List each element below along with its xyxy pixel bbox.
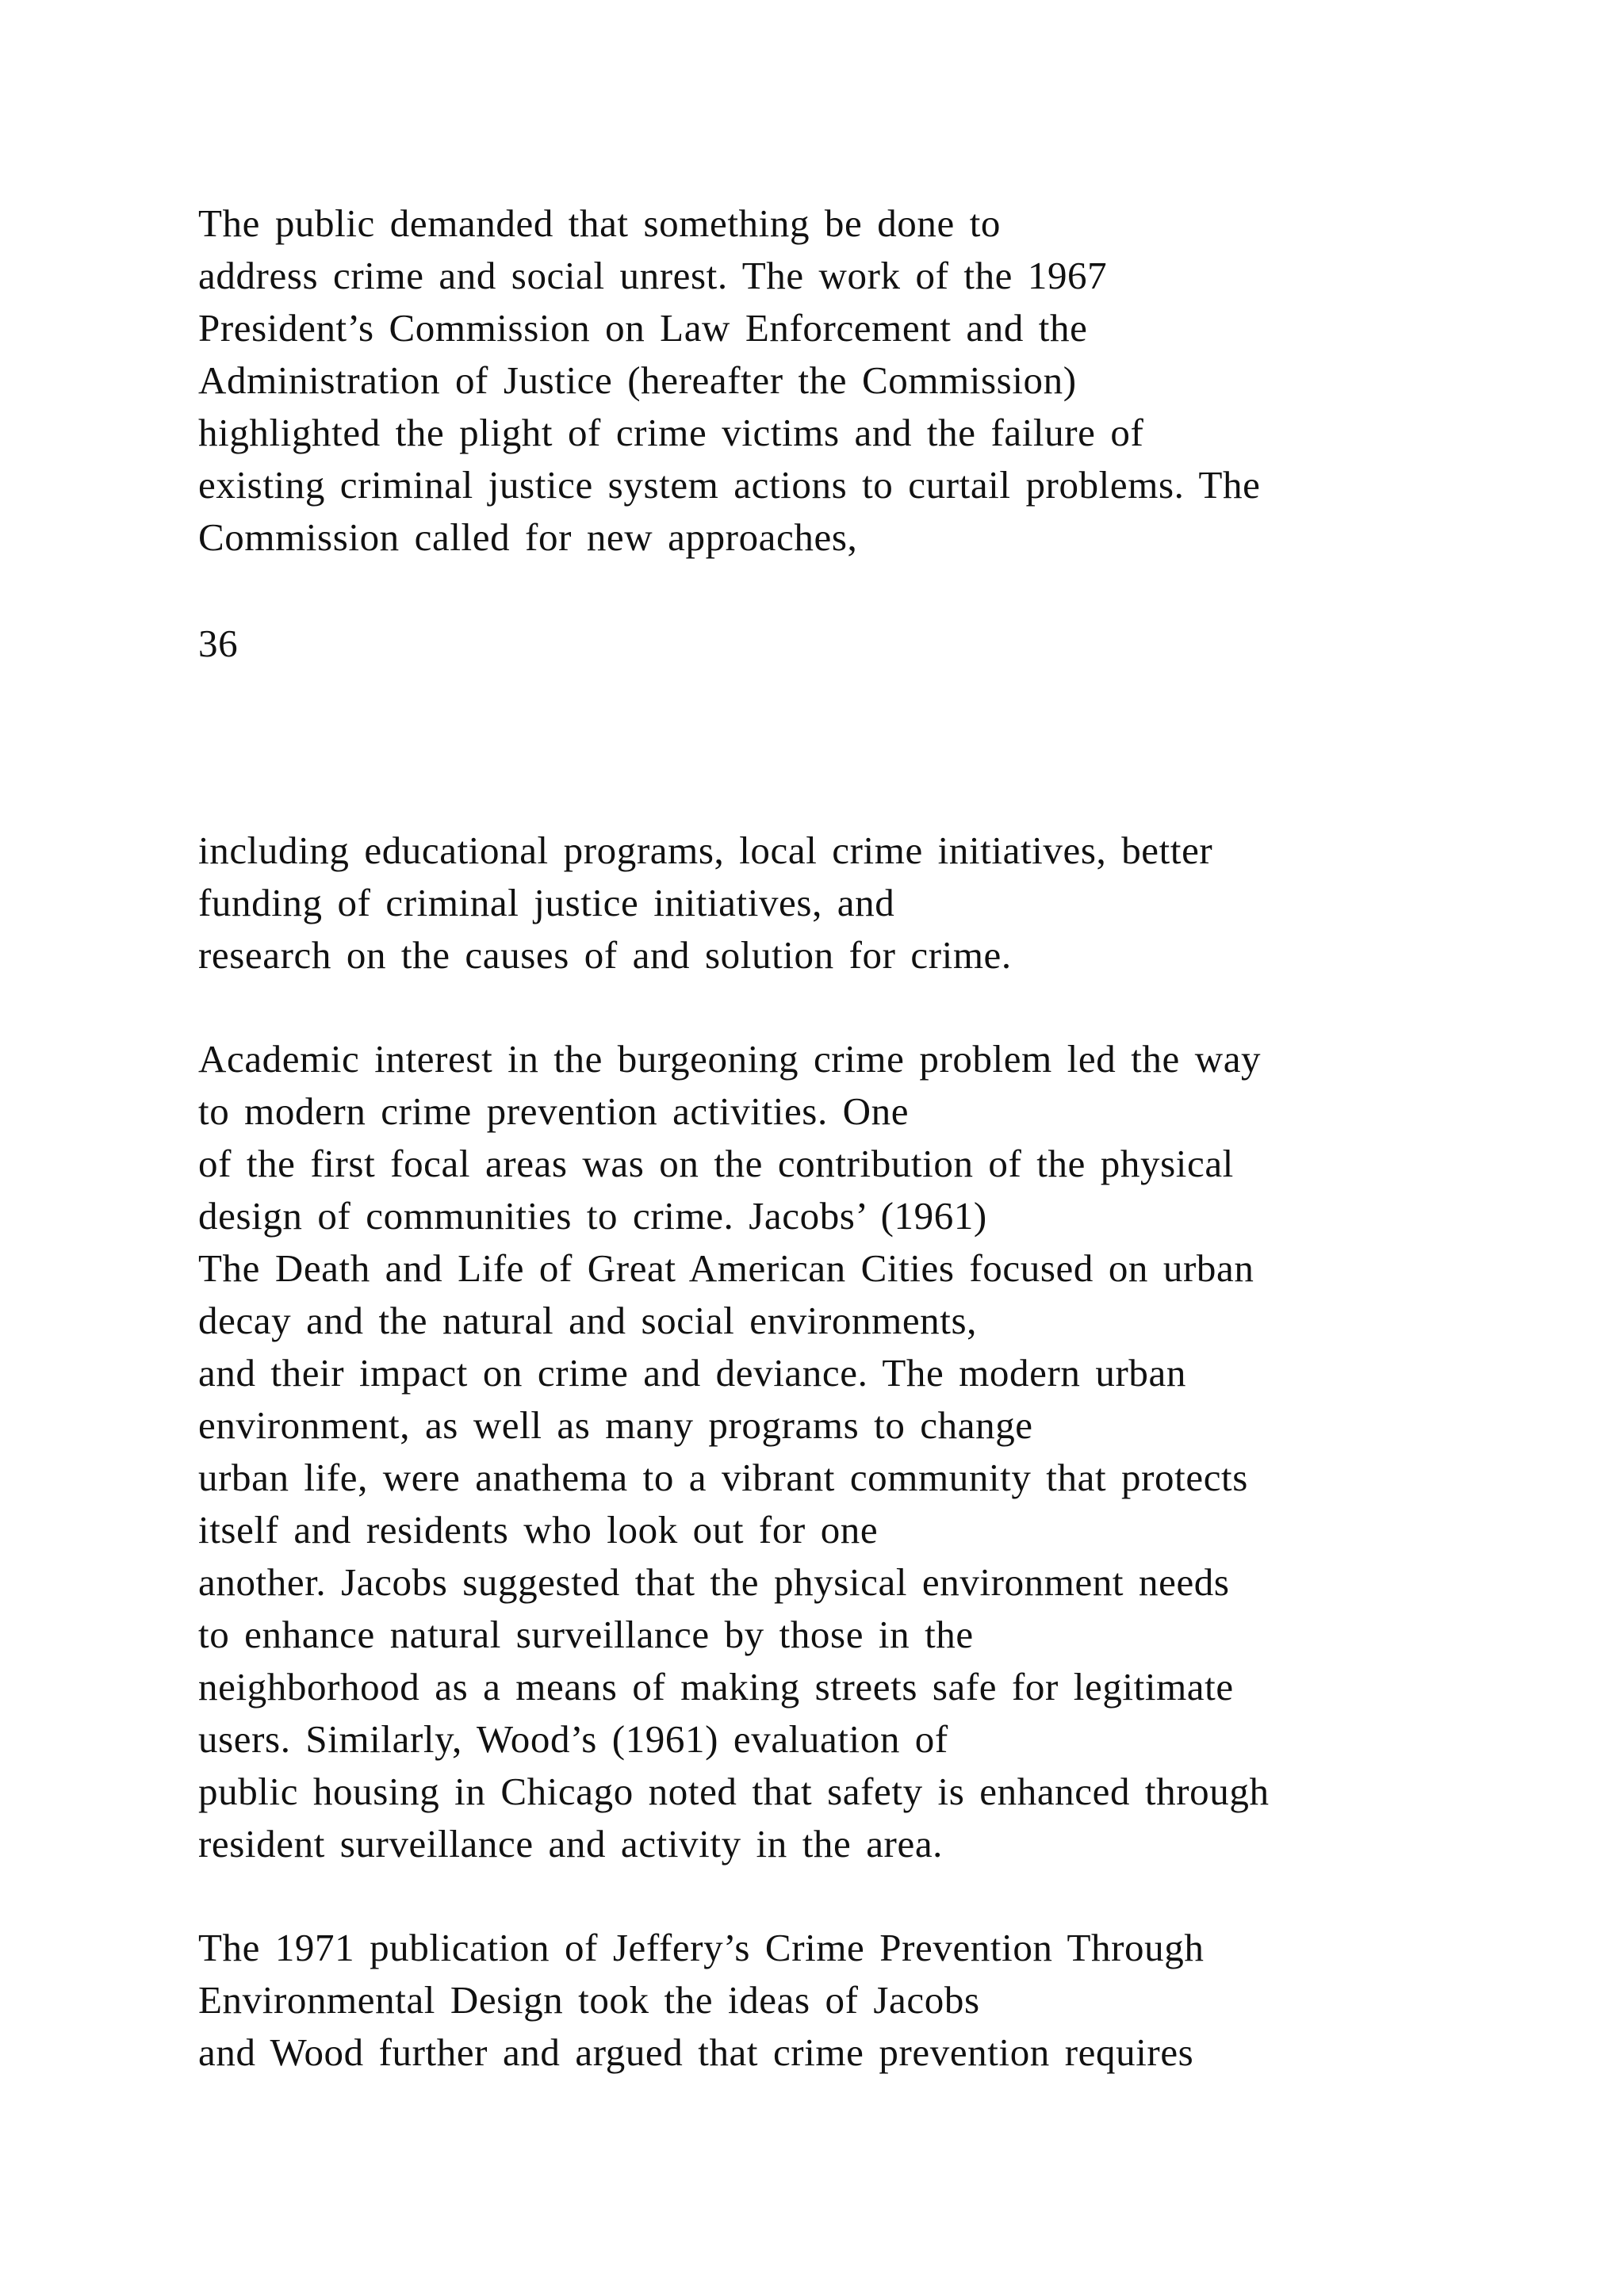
text-line: environment, as well as many programs to change	[198, 1403, 1033, 1447]
text-line: existing criminal justice system actions to curtail problems. The	[198, 463, 1261, 507]
text-line: users. Similarly, Wood’s (1961) evaluation of	[198, 1717, 948, 1761]
text-line: The public demanded that something be done to	[198, 201, 1002, 245]
text-line: President’s Commission on Law Enforcement and the	[198, 306, 1088, 350]
text-line: and Wood further and argued that crime prevention requires	[198, 2030, 1194, 2074]
text-line: highlighted the plight of crime victims and the failure of	[198, 411, 1144, 454]
text-line: of the first focal areas was on the contribution of the physical	[198, 1142, 1234, 1185]
text-line: resident surveillance and activity in the area.	[198, 1822, 944, 1866]
text-line: The 1971 publication of Jeffery’s Crime Prevention Through	[198, 1926, 1205, 1969]
text-line: address crime and social unrest. The work of the 1967	[198, 254, 1108, 297]
text-line: neighborhood as a means of making streets safe for legitimate	[198, 1665, 1234, 1709]
text-line: research on the causes of and solution for crime.	[198, 933, 1012, 977]
text-line: another. Jacobs suggested that the physical environment needs	[198, 1560, 1230, 1604]
text-line: urban life, were anathema to a vibrant community that protects	[198, 1456, 1248, 1499]
text-line: itself and residents who look out for one	[198, 1508, 879, 1552]
text-line: The Death and Life of Great American Cities focused on urban	[198, 1246, 1254, 1290]
text-line: Academic interest in the burgeoning crime problem led the way	[198, 1037, 1262, 1081]
page-number: 36	[198, 622, 239, 665]
text-line: to enhance natural surveillance by those in the	[198, 1613, 974, 1656]
text-line: Administration of Justice (hereafter the Commission)	[198, 358, 1077, 402]
text-line: public housing in Chicago noted that safety is enhanced through	[198, 1770, 1270, 1813]
text-line: funding of criminal justice initiatives, and	[198, 881, 895, 924]
text-line: including educational programs, local crime initiatives, better	[198, 828, 1213, 872]
text-line: decay and the natural and social environments,	[198, 1299, 978, 1342]
text-line: and their impact on crime and deviance. The modern urban	[198, 1351, 1186, 1395]
text-line: Commission called for new approaches,	[198, 515, 858, 559]
text-line: Environmental Design took the ideas of Jacobs	[198, 1978, 980, 2022]
text-line: design of communities to crime. Jacobs’ (1961)	[198, 1194, 987, 1238]
text-line: to modern crime prevention activities. One	[198, 1089, 910, 1133]
